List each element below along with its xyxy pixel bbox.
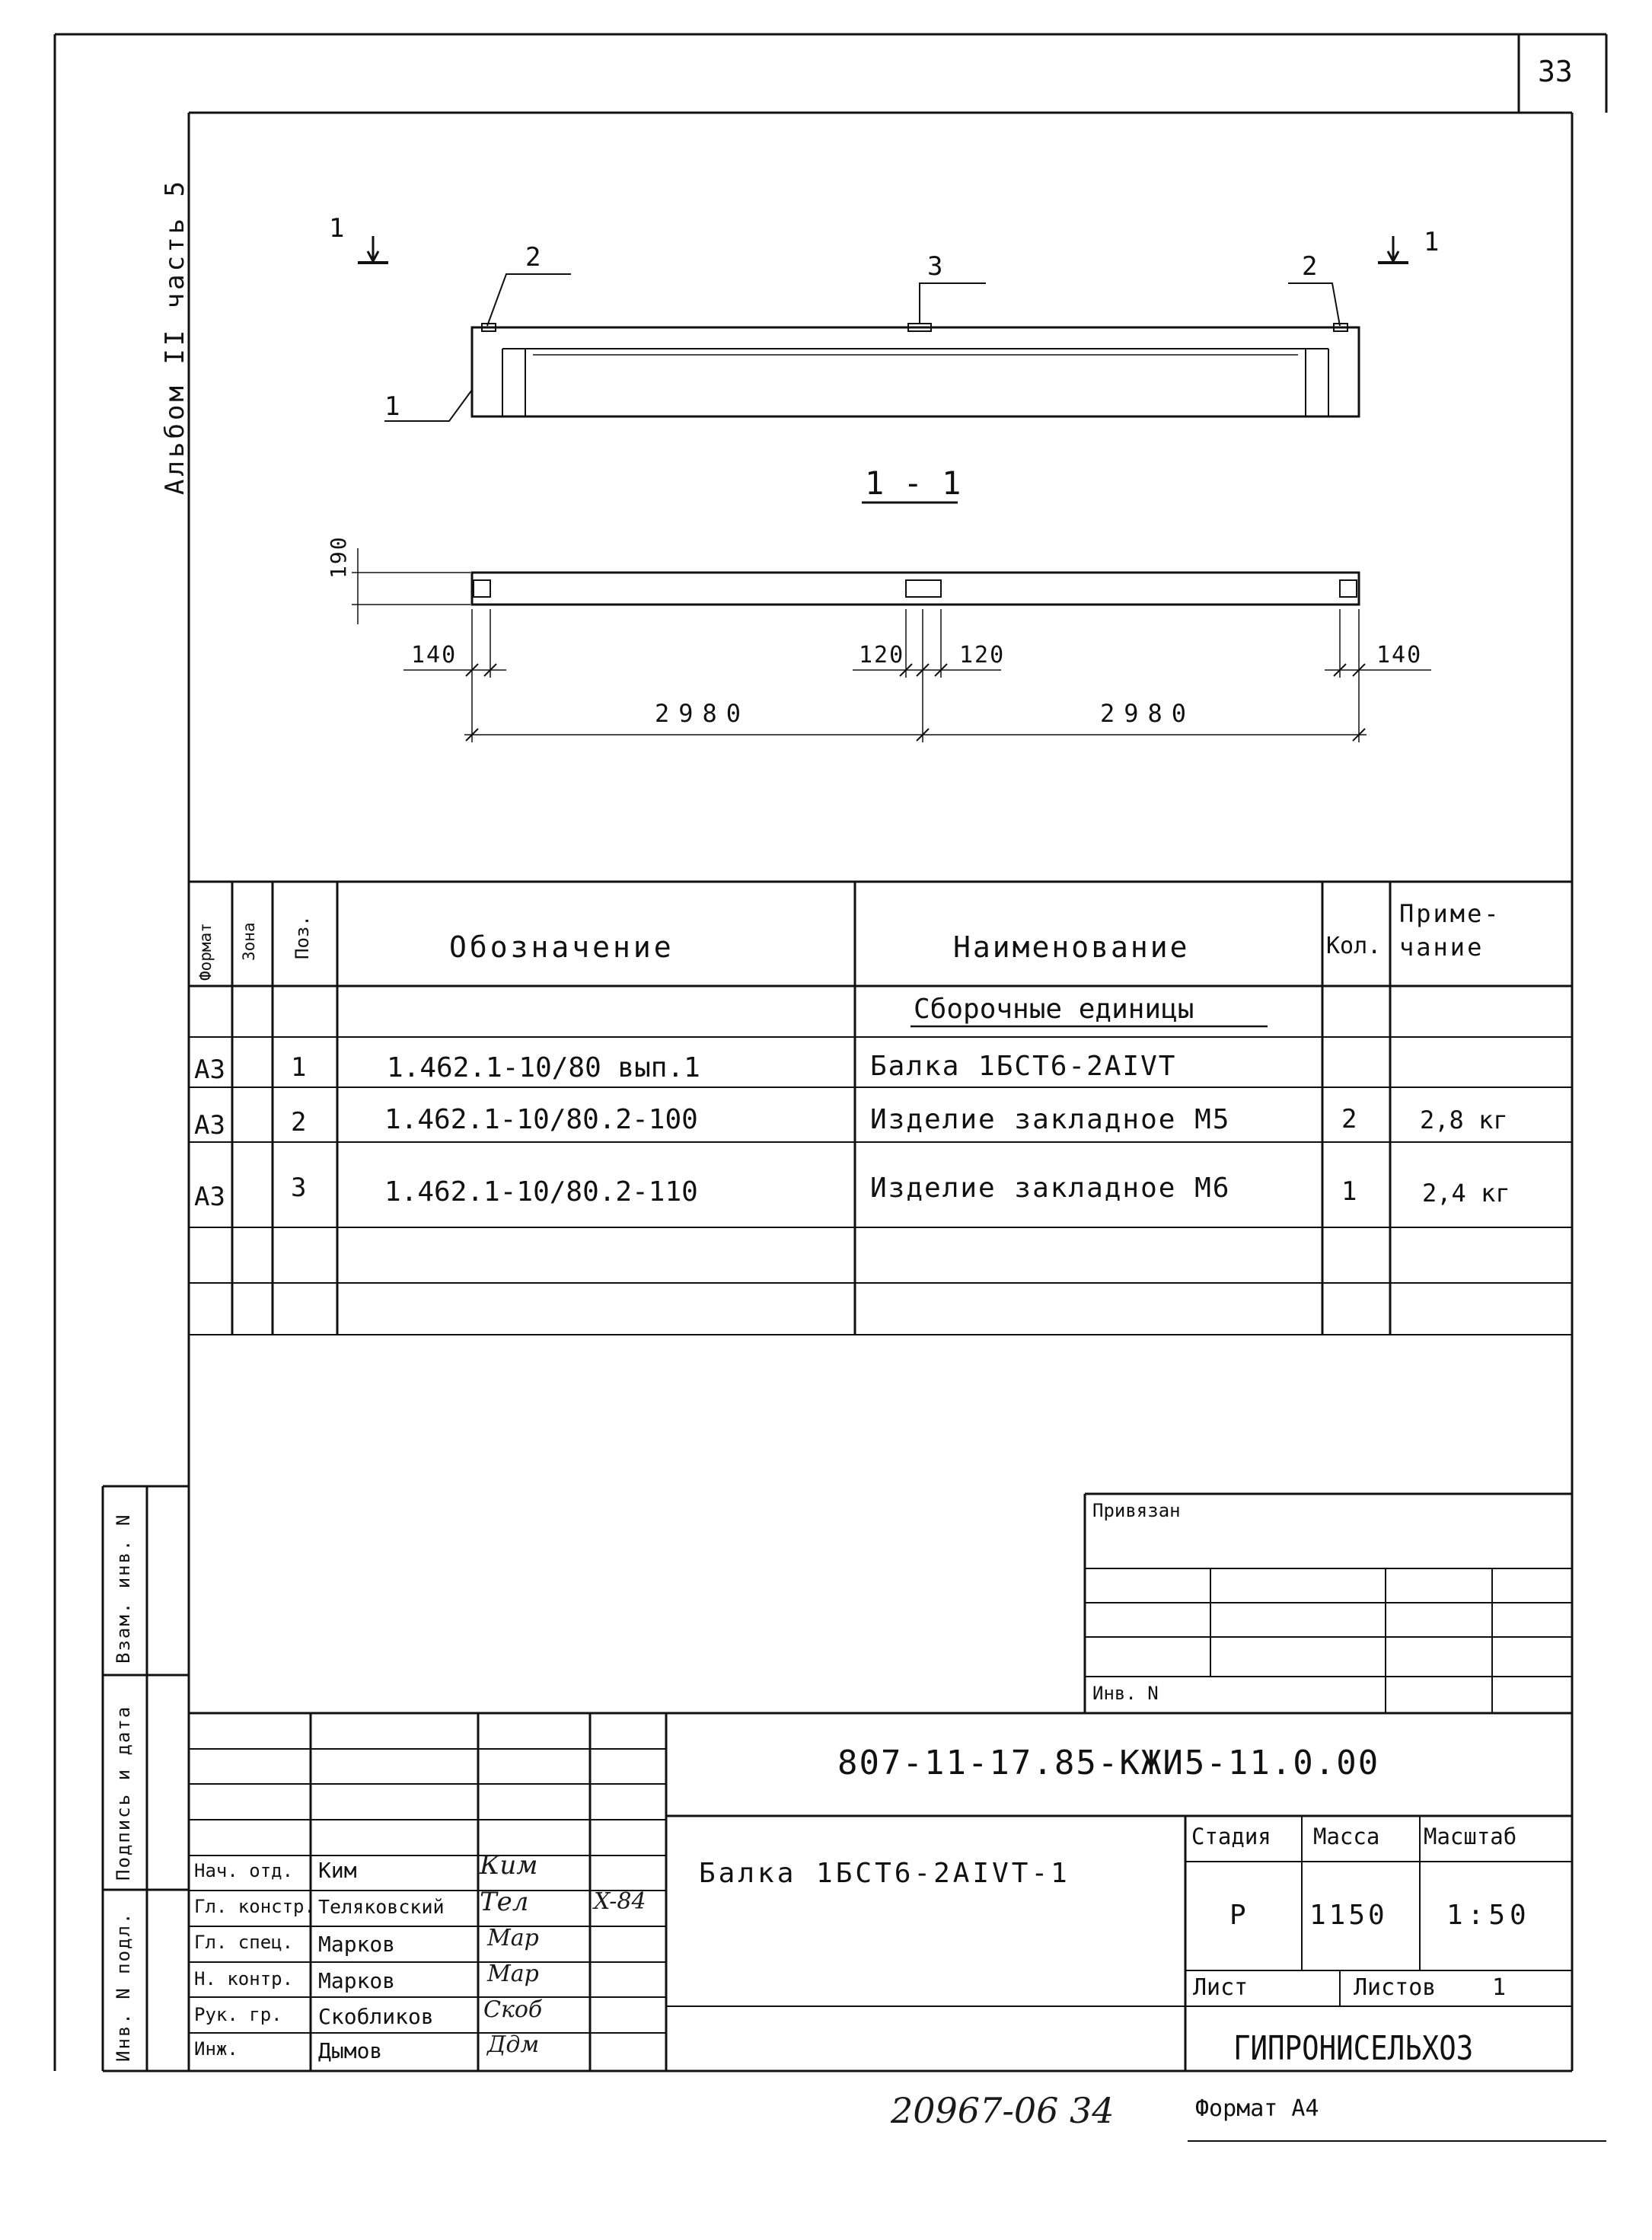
row3-note: 2,4 кг — [1422, 1179, 1510, 1208]
row3-pos: 3 — [291, 1173, 307, 1203]
stage-label: Стадия — [1191, 1824, 1271, 1849]
staff-name-5: Скобликов — [318, 2004, 434, 2029]
dim-span-right: 2980 — [1100, 699, 1196, 728]
staff-role-1: Нач. отд. — [194, 1860, 294, 1881]
staff-role-5: Рук. гр. — [194, 2004, 282, 2025]
dim-140-left: 140 — [411, 642, 458, 668]
staff-name-6: Дымов — [318, 2038, 383, 2063]
header-designation: Обозначение — [449, 930, 675, 964]
header-name: Наименование — [953, 930, 1190, 964]
row3-name: Изделие закладное М6 — [870, 1173, 1231, 1204]
scale-value: 1:50 — [1446, 1900, 1531, 1931]
staff-signature-1: Ким — [480, 1850, 538, 1881]
row2-pos: 2 — [291, 1107, 307, 1138]
row2-designation: 1.462.1-10/80.2-100 — [384, 1104, 698, 1135]
staff-role-4: Н. контр. — [194, 1968, 294, 1990]
row1-name: Балка 1БСТ6-2АIVТ — [870, 1051, 1177, 1082]
row2-name: Изделие закладное М5 — [870, 1104, 1231, 1135]
position-label-2-left: 2 — [525, 242, 541, 273]
header-pos: Поз. — [292, 915, 313, 959]
sheets-label: Листов — [1354, 1974, 1437, 2001]
staff-name-2: Теляковский — [318, 1896, 445, 1918]
position-label-1: 1 — [384, 391, 400, 422]
staff-signature-2: Тел — [480, 1887, 529, 1917]
position-label-2-right: 2 — [1302, 251, 1318, 282]
header-qty: Кол. — [1326, 933, 1382, 959]
scale-label: Масштаб — [1424, 1824, 1517, 1849]
section-mark-left: 1 — [329, 213, 345, 244]
mass-value: 1150 — [1309, 1900, 1388, 1931]
signature-date: X-84 — [594, 1888, 646, 1915]
row3-format: А3 — [194, 1182, 225, 1212]
dim-height-190: 190 — [326, 535, 351, 579]
header-zone: Зона — [240, 922, 258, 961]
staff-name-3: Марков — [318, 1932, 396, 1957]
stage-value: Р — [1229, 1900, 1246, 1931]
beam-elevation — [358, 236, 1408, 421]
position-label-3: 3 — [927, 251, 943, 282]
staff-role-6: Инж. — [194, 2038, 238, 2060]
organization: ГИПРОНИСЕЛЬХОЗ — [1233, 2029, 1474, 2068]
binding-inv: Инв. N — [1092, 1683, 1159, 1704]
stamp-inv-podl: Инв. N подл. — [113, 1911, 134, 2062]
staff-name-1: Ким — [318, 1858, 357, 1883]
row1-format: А3 — [194, 1055, 225, 1085]
row3-qty: 1 — [1341, 1176, 1357, 1207]
staff-signature-6: Ддм — [487, 2031, 540, 2058]
row2-note: 2,8 кг — [1420, 1106, 1508, 1134]
row2-qty: 2 — [1341, 1104, 1357, 1134]
dim-120-left: 120 — [859, 642, 905, 668]
mass-label: Масса — [1313, 1824, 1380, 1849]
staff-signature-3: Мар — [487, 1925, 539, 1951]
dim-140-right: 140 — [1376, 642, 1423, 668]
row3-designation: 1.462.1-10/80.2-110 — [384, 1176, 698, 1208]
stamp-vzam-inv: Взам. инв. N — [113, 1513, 134, 1664]
dim-span-left: 2980 — [655, 699, 751, 728]
archive-number: 20967-06 34 — [891, 2090, 1115, 2131]
staff-signature-4: Мар — [487, 1961, 539, 1987]
row1-pos: 1 — [291, 1052, 307, 1083]
sheet-number: 33 — [1538, 55, 1573, 88]
album-side-label: Альбом II часть 5 — [160, 178, 190, 495]
document-code: 807-11-17.85-КЖИ5-11.0.00 — [837, 1744, 1380, 1782]
staff-role-3: Гл. спец. — [194, 1932, 294, 1953]
header-note: Приме-чание — [1399, 899, 1501, 962]
staff-signature-5: Скоб — [483, 1996, 543, 2023]
row1-designation: 1.462.1-10/80 вып.1 — [387, 1052, 700, 1083]
binding-title: Привязан — [1092, 1500, 1181, 1521]
staff-name-4: Марков — [318, 1968, 396, 1993]
section-title: 1 - 1 — [865, 464, 962, 502]
dim-120-right: 120 — [959, 642, 1006, 668]
row2-format: А3 — [194, 1110, 225, 1141]
format-label: Формат А4 — [1195, 2095, 1319, 2122]
header-format: Формат — [196, 923, 215, 981]
sheet-label: Лист — [1193, 1974, 1249, 2001]
binding-box-grid — [1085, 1494, 1572, 1713]
section-mark-right: 1 — [1424, 227, 1440, 257]
staff-role-2: Гл. констр. — [194, 1896, 315, 1917]
stamp-podpis-data: Подпись и дата — [113, 1705, 134, 1881]
product-name: Балка 1БСТ6-2АIVТ-1 — [699, 1858, 1070, 1889]
spec-section-title: Сборочные единицы — [914, 994, 1194, 1025]
sheets-total: 1 — [1492, 1974, 1507, 2001]
